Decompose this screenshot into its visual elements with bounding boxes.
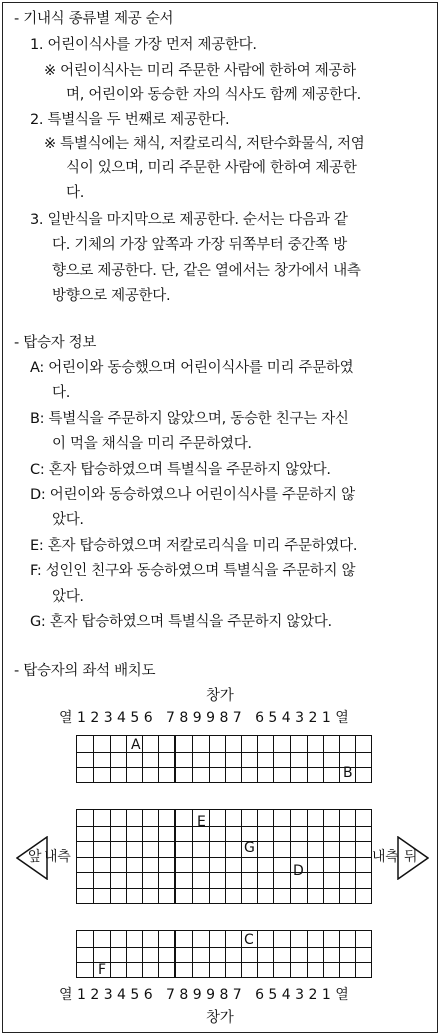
seat-cell bbox=[339, 857, 356, 874]
passenger-a-line-1: A: 어린이와 동승했으며 어린이식사를 미리 주문하였 bbox=[30, 360, 354, 376]
seat-cell bbox=[290, 736, 307, 753]
seat-cell bbox=[93, 810, 110, 827]
passenger-b-line-1: B: 특별식을 주문하지 않았으며, 동승한 친구는 자신 bbox=[30, 411, 349, 427]
seat-cell bbox=[110, 931, 127, 948]
seat-cell bbox=[110, 962, 127, 978]
seat-cell bbox=[192, 872, 209, 889]
seat-cell bbox=[209, 767, 226, 783]
seat-cell bbox=[241, 888, 258, 904]
seat-cell bbox=[93, 931, 110, 948]
seat-cell bbox=[356, 962, 372, 978]
section-heading-meal-order: - 기내식 종류별 제공 순서 bbox=[14, 11, 174, 27]
rule-item-3-line-4: 방향으로 제공한다. bbox=[52, 288, 171, 304]
seat-cell bbox=[241, 962, 258, 978]
seat-cell bbox=[225, 841, 242, 858]
seat-cell bbox=[356, 931, 372, 948]
seat-cell bbox=[241, 767, 258, 783]
seat-cell bbox=[159, 857, 175, 874]
seat-cell bbox=[192, 888, 209, 904]
seat-cell bbox=[159, 947, 175, 964]
seat-cell bbox=[176, 931, 193, 948]
seat-cell bbox=[159, 962, 175, 978]
seat-cell bbox=[258, 888, 274, 904]
seat-cell bbox=[209, 947, 226, 964]
seat-cell bbox=[307, 841, 324, 858]
seat-cell bbox=[356, 826, 372, 843]
seat-cell bbox=[258, 931, 274, 948]
seat-block-bottom-right bbox=[273, 930, 372, 978]
seat-cell bbox=[323, 841, 340, 858]
seat-cell bbox=[241, 857, 258, 874]
seat-cell bbox=[93, 736, 110, 753]
seat-cell bbox=[159, 841, 175, 858]
rule-item-3-line-1: 3. 일반식을 마지막으로 제공한다. 순서는 다음과 같 bbox=[30, 212, 348, 228]
seat-cell bbox=[225, 810, 242, 827]
passenger-b-line-2: 이 먹을 채식을 미리 주문하였다. bbox=[52, 436, 252, 452]
seat-cell bbox=[93, 841, 110, 858]
seat-cell bbox=[241, 810, 258, 827]
passenger-c: C: 혼자 탑승하였으며 특별식을 주문하지 않았다. bbox=[30, 462, 331, 478]
seat-cell bbox=[159, 872, 175, 889]
seat-cell bbox=[323, 931, 340, 948]
rule-item-3-line-3: 향으로 제공한다. 단, 같은 열에서는 창가에서 내측 bbox=[52, 263, 361, 279]
note-1-line-1: ※ 어린이식사는 미리 주문한 사람에 한하여 제공하 bbox=[44, 63, 356, 79]
seat-cell bbox=[176, 947, 193, 964]
seat-cell bbox=[290, 947, 307, 964]
seat-cell bbox=[176, 872, 193, 889]
seat-label-g: G bbox=[244, 840, 255, 856]
seat-cell bbox=[110, 736, 127, 753]
seat-cell bbox=[274, 947, 291, 964]
seat-cell bbox=[176, 767, 193, 783]
seat-block-middle-middle bbox=[175, 809, 274, 904]
seat-cell bbox=[110, 872, 127, 889]
seat-cell bbox=[307, 962, 324, 978]
seat-cell bbox=[192, 752, 209, 769]
seat-cell bbox=[93, 752, 110, 769]
seat-cell bbox=[274, 931, 291, 948]
seat-cell bbox=[110, 767, 127, 783]
rule-item-3-line-2: 다. 기체의 가장 앞쪽과 가장 뒤쪽부터 중간쪽 방 bbox=[52, 237, 347, 253]
seat-cell bbox=[142, 767, 159, 783]
seat-cell bbox=[307, 857, 324, 874]
seat-cell bbox=[192, 962, 209, 978]
window-label-top: 창가 bbox=[206, 688, 234, 704]
seat-cell bbox=[93, 767, 110, 783]
seat-cell bbox=[323, 736, 340, 753]
seat-cell bbox=[323, 767, 340, 783]
seat-cell bbox=[159, 767, 175, 783]
passenger-d-line-1: D: 어린이와 동승하였으나 어린이식사를 주문하지 않 bbox=[30, 487, 355, 503]
seat-cell bbox=[142, 872, 159, 889]
seat-cell bbox=[93, 872, 110, 889]
seat-label-f: F bbox=[98, 962, 107, 978]
seat-cell bbox=[77, 931, 94, 948]
seat-cell bbox=[126, 888, 143, 904]
seat-cell bbox=[323, 857, 340, 874]
seat-cell bbox=[159, 736, 175, 753]
seat-cell bbox=[339, 872, 356, 889]
seat-cell bbox=[142, 947, 159, 964]
passenger-f-line-1: F: 성인인 친구와 동승하였으며 특별식을 주문하지 않 bbox=[30, 563, 356, 579]
seat-cell bbox=[209, 826, 226, 843]
seat-cell bbox=[142, 810, 159, 827]
seat-cell bbox=[307, 810, 324, 827]
seat-cell bbox=[209, 872, 226, 889]
seat-cell bbox=[159, 826, 175, 843]
seat-cell bbox=[142, 826, 159, 843]
seat-cell bbox=[192, 736, 209, 753]
seat-cell bbox=[323, 826, 340, 843]
seat-cell bbox=[258, 752, 274, 769]
seat-cell bbox=[225, 962, 242, 978]
seat-cell bbox=[159, 810, 175, 827]
seat-cell bbox=[258, 810, 274, 827]
seat-cell bbox=[225, 947, 242, 964]
seat-cell bbox=[209, 857, 226, 874]
seat-cell bbox=[142, 962, 159, 978]
seat-cell bbox=[258, 736, 274, 753]
seat-cell bbox=[110, 857, 127, 874]
seat-cell bbox=[274, 888, 291, 904]
seat-cell bbox=[323, 962, 340, 978]
seat-cell bbox=[225, 872, 242, 889]
passenger-d-line-2: 았다. bbox=[52, 512, 84, 528]
seat-block-top-middle bbox=[175, 735, 274, 783]
seat-cell bbox=[339, 736, 356, 753]
seat-cell bbox=[77, 810, 94, 827]
row-number-header-bottom: 열 1 2 3 4 5 6 7 8 9 9 8 7 6 5 4 3 2 1 열 bbox=[59, 987, 349, 1003]
rule-item-2: 2. 특별식을 두 번째로 제공한다. bbox=[30, 112, 230, 128]
seat-cell bbox=[307, 767, 324, 783]
passenger-e: E: 혼자 탑승하였으며 저칼로리식을 미리 주문하였다. bbox=[30, 538, 358, 554]
note-2-line-2: 식이 있으며, 미리 주문한 사람에 한하여 제공한 bbox=[66, 160, 357, 176]
seat-cell bbox=[307, 752, 324, 769]
seat-cell bbox=[209, 736, 226, 753]
seat-cell bbox=[274, 826, 291, 843]
seat-cell bbox=[274, 752, 291, 769]
seat-cell bbox=[209, 752, 226, 769]
seat-cell bbox=[126, 931, 143, 948]
seat-cell bbox=[126, 947, 143, 964]
front-label: 앞 bbox=[28, 849, 42, 865]
seat-cell bbox=[225, 931, 242, 948]
seat-cell bbox=[290, 826, 307, 843]
seat-cell bbox=[274, 857, 291, 874]
seat-cell bbox=[356, 857, 372, 874]
seat-cell bbox=[142, 752, 159, 769]
seat-cell bbox=[356, 872, 372, 889]
seat-cell bbox=[209, 962, 226, 978]
seat-cell bbox=[258, 947, 274, 964]
seat-cell bbox=[241, 752, 258, 769]
seat-cell bbox=[307, 947, 324, 964]
seat-cell bbox=[192, 947, 209, 964]
seat-cell bbox=[323, 752, 340, 769]
passenger-g: G: 혼자 탑승하였으며 특별식을 주문하지 않았다. bbox=[30, 614, 332, 630]
seat-cell bbox=[258, 767, 274, 783]
seat-cell bbox=[290, 752, 307, 769]
seat-cell bbox=[142, 841, 159, 858]
passenger-a-line-2: 다. bbox=[52, 385, 71, 401]
seat-cell bbox=[307, 888, 324, 904]
seat-cell bbox=[142, 857, 159, 874]
seat-cell bbox=[176, 810, 193, 827]
seat-cell bbox=[77, 841, 94, 858]
seat-cell bbox=[307, 826, 324, 843]
seat-cell bbox=[93, 826, 110, 843]
seat-cell bbox=[225, 767, 242, 783]
seat-cell bbox=[77, 752, 94, 769]
seat-cell bbox=[356, 767, 372, 783]
seat-cell bbox=[209, 888, 226, 904]
seat-label-c: C bbox=[244, 932, 254, 948]
seat-cell bbox=[258, 857, 274, 874]
section-heading-seat-map: - 탑승자의 좌석 배치도 bbox=[14, 663, 156, 679]
seat-cell bbox=[77, 826, 94, 843]
seat-cell bbox=[192, 767, 209, 783]
seat-label-e: E bbox=[197, 814, 206, 830]
seat-cell bbox=[339, 841, 356, 858]
seat-cell bbox=[126, 767, 143, 783]
seat-cell bbox=[339, 826, 356, 843]
seat-block-middle-left bbox=[76, 809, 175, 904]
seat-cell bbox=[159, 752, 175, 769]
row-number-header-top: 열 1 2 3 4 5 6 7 8 9 9 8 7 6 5 4 3 2 1 열 bbox=[59, 710, 349, 726]
seat-cell bbox=[323, 947, 340, 964]
seat-cell bbox=[126, 872, 143, 889]
seat-cell bbox=[225, 826, 242, 843]
seat-cell bbox=[307, 931, 324, 948]
seat-cell bbox=[290, 931, 307, 948]
seat-cell bbox=[209, 841, 226, 858]
seat-cell bbox=[176, 841, 193, 858]
seat-cell bbox=[126, 810, 143, 827]
seat-cell bbox=[77, 962, 94, 978]
seat-cell bbox=[192, 931, 209, 948]
seat-cell bbox=[290, 888, 307, 904]
seat-cell bbox=[176, 736, 193, 753]
note-1-line-2: 며, 어린이와 동승한 자의 식사도 함께 제공한다. bbox=[66, 87, 361, 103]
seat-block-middle-right bbox=[273, 809, 372, 904]
seat-cell bbox=[110, 947, 127, 964]
seat-cell bbox=[241, 736, 258, 753]
seat-cell bbox=[93, 947, 110, 964]
seat-cell bbox=[225, 888, 242, 904]
window-label-bottom: 창가 bbox=[206, 1010, 234, 1026]
seat-cell bbox=[77, 888, 94, 904]
seat-cell bbox=[225, 752, 242, 769]
seat-cell bbox=[110, 888, 127, 904]
seat-cell bbox=[176, 888, 193, 904]
seat-block-top-right bbox=[273, 735, 372, 783]
seat-cell bbox=[176, 752, 193, 769]
seat-cell bbox=[93, 888, 110, 904]
seat-cell bbox=[339, 947, 356, 964]
seat-cell bbox=[356, 947, 372, 964]
seat-cell bbox=[126, 962, 143, 978]
seat-cell bbox=[192, 841, 209, 858]
seat-cell bbox=[323, 888, 340, 904]
seat-cell bbox=[77, 767, 94, 783]
seat-cell bbox=[192, 857, 209, 874]
seat-label-d: D bbox=[293, 863, 304, 879]
seat-cell bbox=[241, 947, 258, 964]
seat-cell bbox=[77, 947, 94, 964]
seat-cell bbox=[142, 888, 159, 904]
seat-cell bbox=[258, 962, 274, 978]
seat-cell bbox=[209, 810, 226, 827]
seat-cell bbox=[339, 931, 356, 948]
seat-cell bbox=[356, 888, 372, 904]
seat-cell bbox=[77, 736, 94, 753]
front-inner-label: 내측 bbox=[44, 849, 71, 865]
seat-cell bbox=[356, 841, 372, 858]
seat-label-a: A bbox=[131, 737, 141, 753]
seat-cell bbox=[225, 857, 242, 874]
seat-cell bbox=[307, 736, 324, 753]
seat-cell bbox=[339, 810, 356, 827]
seat-cell bbox=[290, 767, 307, 783]
seat-cell bbox=[126, 841, 143, 858]
note-2-line-1: ※ 특별식에는 채식, 저칼로리식, 저탄수화물식, 저염 bbox=[44, 136, 365, 152]
seat-cell bbox=[274, 962, 291, 978]
seat-cell bbox=[323, 872, 340, 889]
seat-cell bbox=[307, 872, 324, 889]
seat-cell bbox=[290, 962, 307, 978]
seat-cell bbox=[356, 752, 372, 769]
seat-cell bbox=[225, 736, 242, 753]
passenger-f-line-2: 았다. bbox=[52, 589, 84, 605]
rule-item-1: 1. 어린이식사를 가장 먼저 제공한다. bbox=[30, 37, 257, 53]
seat-cell bbox=[110, 826, 127, 843]
seat-cell bbox=[339, 888, 356, 904]
seat-cell bbox=[356, 810, 372, 827]
seat-cell bbox=[258, 826, 274, 843]
back-label: 뒤 bbox=[404, 849, 418, 865]
seat-cell bbox=[93, 857, 110, 874]
seat-cell bbox=[77, 872, 94, 889]
seat-cell bbox=[159, 931, 175, 948]
seat-cell bbox=[274, 841, 291, 858]
seat-cell bbox=[159, 888, 175, 904]
seat-block-bottom-middle bbox=[175, 930, 274, 978]
seat-cell bbox=[176, 826, 193, 843]
seat-cell bbox=[126, 826, 143, 843]
seat-cell bbox=[142, 736, 159, 753]
seat-cell bbox=[110, 810, 127, 827]
seat-block-bottom-left bbox=[76, 930, 175, 978]
seat-label-b: B bbox=[343, 765, 353, 781]
seat-cell bbox=[339, 962, 356, 978]
seat-cell bbox=[126, 752, 143, 769]
seat-cell bbox=[176, 857, 193, 874]
back-inner-label: 내측 bbox=[372, 849, 399, 865]
seat-cell bbox=[290, 810, 307, 827]
seat-cell bbox=[126, 857, 143, 874]
section-heading-passenger-info: - 탑승자 정보 bbox=[14, 335, 97, 351]
seat-cell bbox=[290, 841, 307, 858]
seat-cell bbox=[142, 931, 159, 948]
seat-block-top-left bbox=[76, 735, 175, 783]
seat-cell bbox=[356, 736, 372, 753]
seat-cell bbox=[258, 841, 274, 858]
seat-cell bbox=[77, 857, 94, 874]
seat-cell bbox=[274, 872, 291, 889]
seat-cell bbox=[241, 872, 258, 889]
seat-cell bbox=[110, 752, 127, 769]
seat-cell bbox=[274, 767, 291, 783]
seat-cell bbox=[323, 810, 340, 827]
seat-cell bbox=[274, 736, 291, 753]
seat-cell bbox=[176, 962, 193, 978]
seat-cell bbox=[209, 931, 226, 948]
seat-cell bbox=[274, 810, 291, 827]
seat-cell bbox=[110, 841, 127, 858]
seat-cell bbox=[258, 872, 274, 889]
note-2-line-3: 다. bbox=[66, 185, 85, 201]
